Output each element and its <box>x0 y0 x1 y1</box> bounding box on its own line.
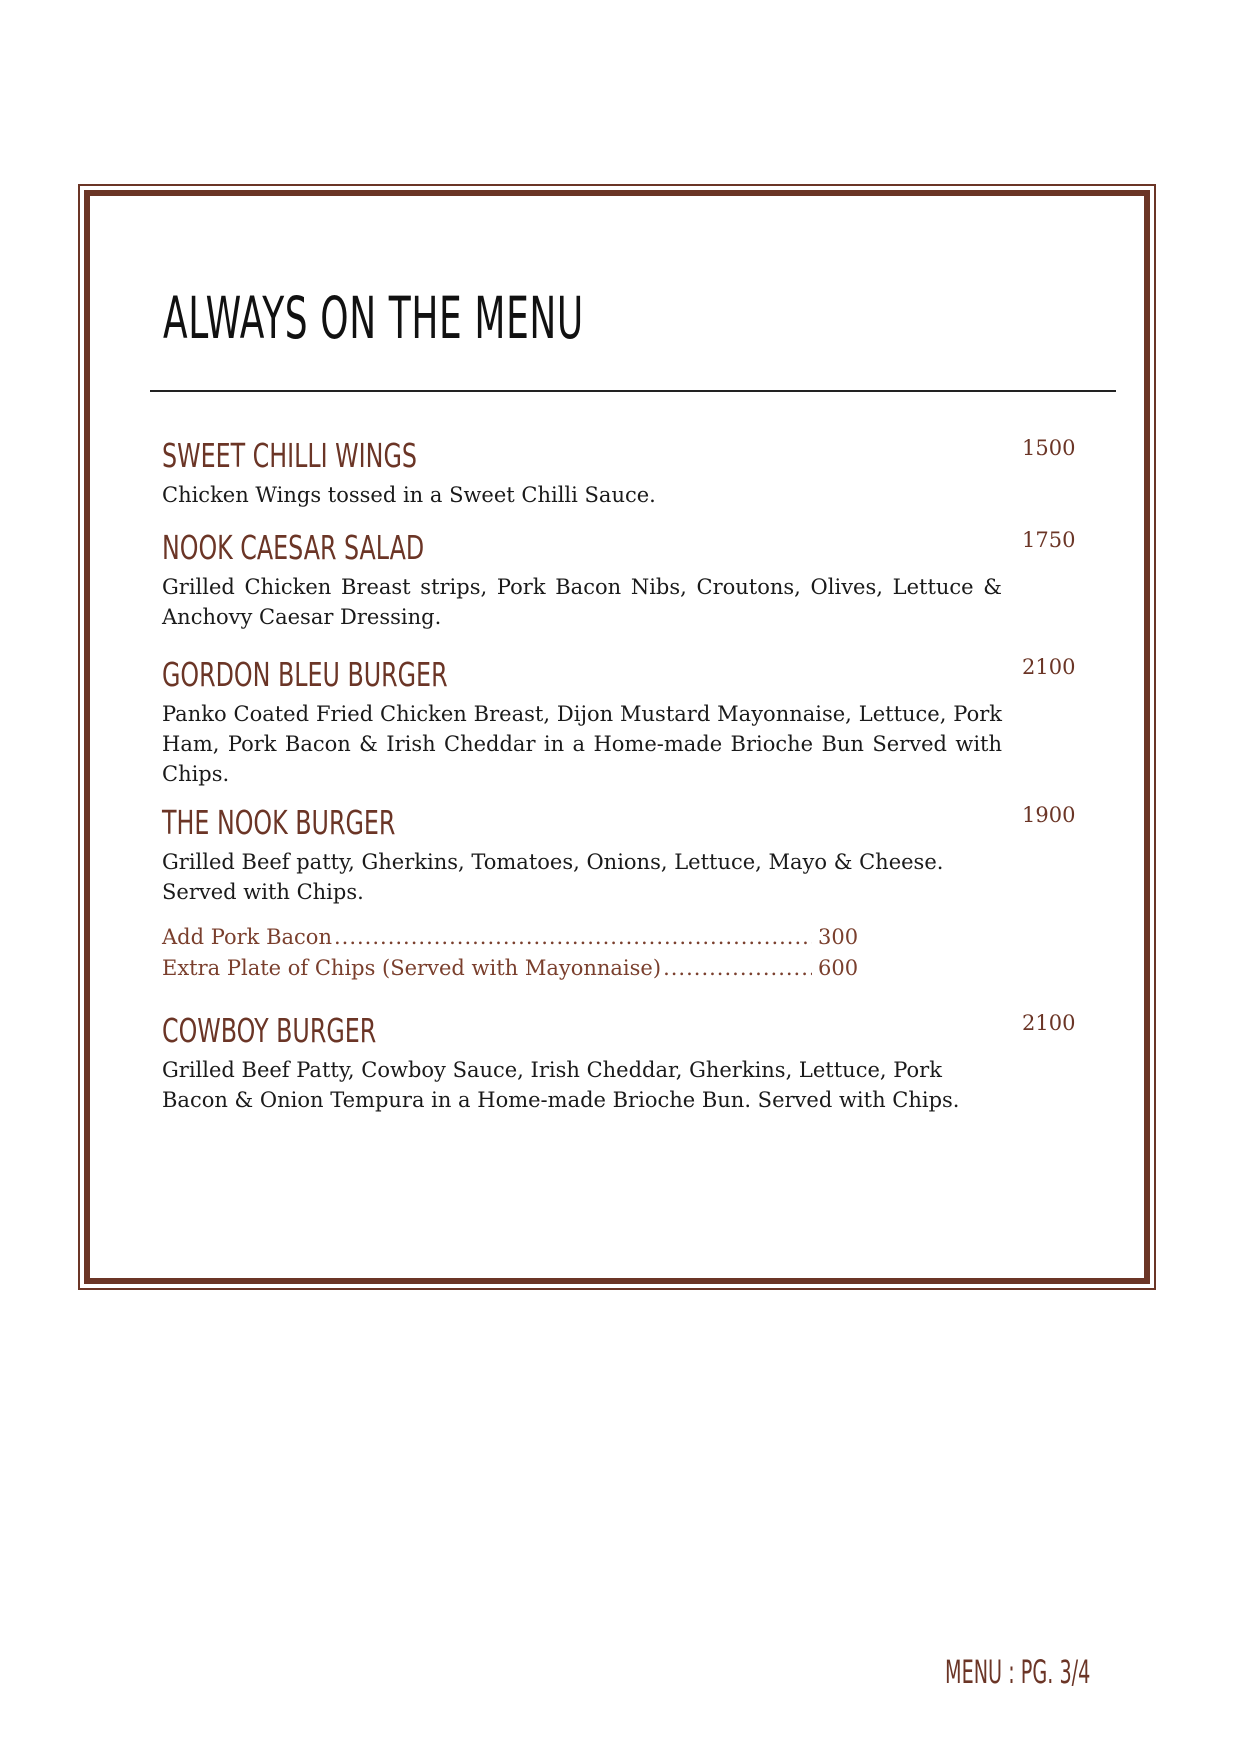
add-ons-list <box>162 922 862 984</box>
item-description: Grilled Chicken Breast strips, Pork Bacon Nibs, Croutons, Olives, Lettuce & Anchovy Caesar Dressing. <box>162 575 1002 629</box>
add-on-price: 300 <box>818 925 859 949</box>
item-name: THE NOOK BURGER <box>162 803 396 842</box>
page-number: MENU : PG. 3/4 <box>945 1653 1091 1691</box>
add-on-line <box>162 922 862 953</box>
add-on-line <box>162 953 862 984</box>
item-description: Grilled Beef patty, Gherkins, Tomatoes, Onions, Lettuce, Mayo & Cheese. Served with Chips. <box>162 850 944 904</box>
section-title: ALWAYS ON THE MENU <box>163 284 584 352</box>
item-price: 2100 <box>1022 1011 1076 1035</box>
item-description: Grilled Beef Patty, Cowboy Sauce, Irish Cheddar, Gherkins, Lettuce, Pork Bacon & Onion Tempura in a Home-made Brioche Bun. Served with Chips. <box>162 1058 960 1112</box>
item-name: COWBOY BURGER <box>162 1011 377 1050</box>
item-price: 1750 <box>1022 528 1076 552</box>
menu-item <box>162 526 1002 632</box>
item-price: 2100 <box>1022 655 1076 679</box>
item-name: GORDON BLEU BURGER <box>162 655 448 694</box>
dot-leader <box>663 953 812 984</box>
dot-leader <box>334 922 812 953</box>
item-description: Chicken Wings tossed in a Sweet Chilli Sauce. <box>162 483 656 507</box>
item-price: 1500 <box>1022 436 1076 460</box>
item-name: NOOK CAESAR SALAD <box>162 528 425 567</box>
item-price: 1900 <box>1022 803 1076 827</box>
item-name: SWEET CHILLI WINGS <box>162 436 417 475</box>
add-on-label: Extra Plate of Chips (Served with Mayonnaise) <box>162 956 662 980</box>
menu-item <box>162 1009 1002 1115</box>
menu-item <box>162 801 1002 907</box>
add-on-label: Add Pork Bacon <box>162 925 332 949</box>
menu-item <box>162 653 1002 789</box>
menu-item <box>162 434 1002 510</box>
title-divider <box>150 390 1116 392</box>
item-description: Panko Coated Fried Chicken Breast, Dijon Mustard Mayonnaise, Lettuce, Pork Ham, Pork Bacon & Irish Cheddar in a Home-made Brioche Bun Served with Chips. <box>162 702 1002 786</box>
add-on-price: 600 <box>818 956 859 980</box>
